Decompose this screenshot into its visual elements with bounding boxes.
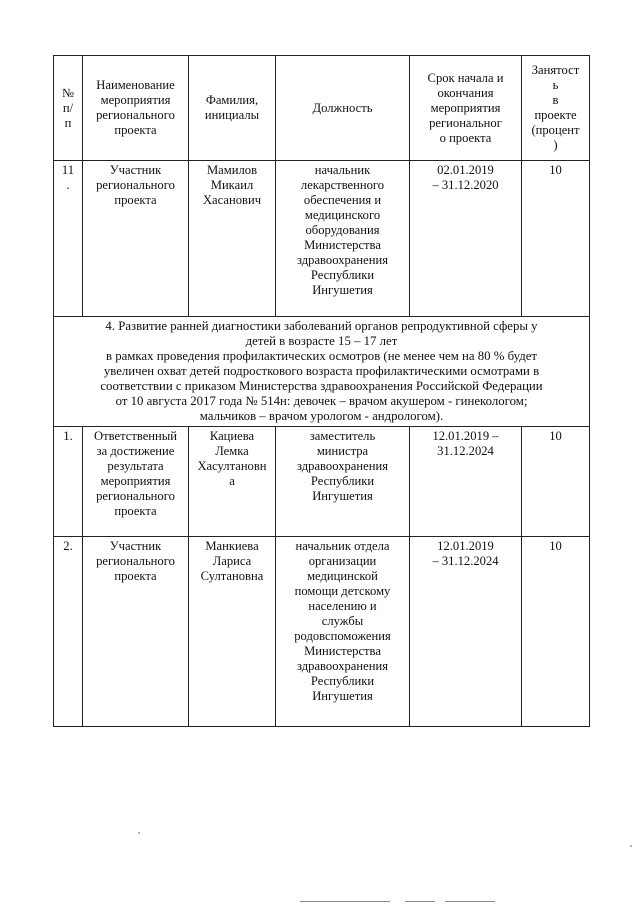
row-num: 2. [54, 537, 83, 727]
scan-speck [138, 832, 140, 834]
scan-line [405, 901, 435, 902]
row-position: заместитель министра здравоохранения Республики Ингушетия [276, 427, 410, 537]
row-num: 11 . [54, 161, 83, 317]
table-header-row [54, 56, 590, 161]
row-name: Манкиева Лариса Султановна [189, 537, 276, 727]
table-row [54, 427, 590, 537]
header-name: Фамилия, инициалы [189, 56, 276, 161]
row-busy: 10 [522, 161, 590, 317]
row-position: начальник отдела организации медицинской помощи детскому населению и службы родовспоможения Министерства здравоохранения Республики Ингушетия [276, 537, 410, 727]
section-title: 4. Развитие ранней диагностики заболеваний органов репродуктивной сферы у детей в возрасте 15 – 17 лет [105, 319, 538, 348]
row-role: Участник регионального проекта [83, 537, 189, 727]
row-num: 1. [54, 427, 83, 537]
row-role: Участник регионального проекта [83, 161, 189, 317]
scan-speck [630, 845, 632, 847]
section-text: в рамках проведения профилактических осмотров (не менее чем на 80 % будет увеличен охват детей подросткового возраста профилактическими осмотрами в соответствии с приказом Министерства здравоохранения Российской Федерации от 10 августа 2017 года № 514н: девочек – врачом акушером - гинекологом; мальчиков – врачом урологом - андрологом). [100, 349, 543, 423]
participants-table [53, 55, 590, 727]
row-term: 12.01.2019 – 31.12.2024 [410, 537, 522, 727]
row-term: 02.01.2019 – 31.12.2020 [410, 161, 522, 317]
row-name: Мамилов Микаил Хасанович [189, 161, 276, 317]
row-busy: 10 [522, 427, 590, 537]
table-row [54, 537, 590, 727]
row-busy: 10 [522, 537, 590, 727]
header-position: Должность [276, 56, 410, 161]
row-position: начальник лекарственного обеспечения и медицинского оборудования Министерства здравоохранения Республики Ингушетия [276, 161, 410, 317]
section-row [54, 317, 590, 427]
header-activity: Наименование мероприятия регионального проекта [83, 56, 189, 161]
scan-line [445, 901, 495, 902]
header-busy: Занятост ь в проекте (процент ) [522, 56, 590, 161]
scan-line [300, 901, 390, 902]
row-term: 12.01.2019 – 31.12.2024 [410, 427, 522, 537]
row-role: Ответственный за достижение результата мероприятия регионального проекта [83, 427, 189, 537]
section-cell [54, 317, 590, 427]
table-row [54, 161, 590, 317]
row-name: Кациева Лемка Хасултановн а [189, 427, 276, 537]
header-term: Срок начала и окончания мероприятия региональног о проекта [410, 56, 522, 161]
header-num: № п/ п [54, 56, 83, 161]
